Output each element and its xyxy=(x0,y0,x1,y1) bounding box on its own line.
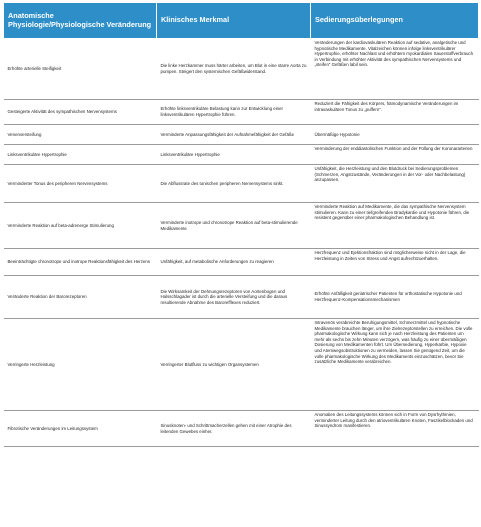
table-row xyxy=(4,203,479,249)
feature-cell: Verminderte inotrope und chronotrope Reaktion auf beta-stimulierende Medikamente xyxy=(157,203,311,249)
feature-cell: Die Abflussrate des tonischen peripheren Nervensystems sinkt. xyxy=(157,165,311,203)
feature-cell: Erhöhte linksventrikuläre Belastung kann zur Entwicklung einer linksventrikulären Hypertrophie führen. xyxy=(157,100,311,125)
change-cell: Verringerte Herzleistung xyxy=(4,319,157,411)
considerations-cell: Verminderte Reaktion auf Medikamente, die das sympathische Nervensystem stimulieren. Kann zu einer tiefgreifenden Bradykardie und Hypotonie führen, die resistent gegenüber einer pharmakologischen Behandlung ist. xyxy=(311,203,479,249)
header-sedation-considerations: Sedierungsüberlegungen xyxy=(311,3,479,39)
feature-cell: Verminderte Anpassungsfähigkeit der Aufnahmefähigkeit der Gefäße xyxy=(157,125,311,145)
considerations-cell: Intravenös verabreichte Beruhigungsmittel, Schmerzmittel und hypnotische Medikamente brauchen länger, um ihre Zielrezeptorstellen zu erreichen. Die volle pharmakologische Wirkung kann sich je nach Herzleistung des Patienten um mehr als sechs bis zehn Minuten verzögern, was häufig zu einer übermäßigen Dosierung von Medikamenten führt. Um Übersedierung, Hyperkarbie, Hypoxie und Atemwegsobstruktionen zu vermeiden, lassen Sie genügend Zeit, um die volle pharmakologische Wirkung des Medikaments einzuschätzen, bevor Sie zusätzliche Medikamente verabreichen. xyxy=(311,319,479,411)
physiology-table xyxy=(3,2,479,447)
considerations-cell: Anomalien des Leitungssystems können sich in Form von Dysrhythmien, verminderter Leitung durch den atrioventrikulären Knoten, Faszikelblockaden und Sinussyndrom manifestieren. xyxy=(311,411,479,447)
table-row xyxy=(4,319,479,411)
change-cell: Veränderte Reaktion der Barorezeptoren xyxy=(4,276,157,319)
considerations-cell: Unfähigkeit, die Herzleistung und den Blutdruck bei Sedierungsproblemen (Schmerzen, Angstzustände, Veränderungen in der Vor- oder Nachbelastung) anzupassen. xyxy=(311,165,479,203)
considerations-cell: Erhöhte Anfälligkeit geriatrischer Patienten für orthostatische Hypotonie und Herzfrequenz-Kompensationsmechanismen xyxy=(311,276,479,319)
header-row xyxy=(4,3,479,39)
change-cell: Erhöhte arterielle Steifigkeit xyxy=(4,39,157,100)
considerations-cell: Reduziert die Fähigkeit des Körpers, hämodynamische Veränderungen im intravaskulären Tonus zu „puffern“. xyxy=(311,100,479,125)
feature-cell: Unfähigkeit, auf metabolische Anforderungen zu reagieren xyxy=(157,249,311,276)
header-clinical-feature: Klinisches Merkmal xyxy=(157,3,311,39)
considerations-cell: Veränderungen der kardiovaskulären Reaktion auf sedative, analgetische und hypnotische Medikamente. Vitalzeichen können infolge linksventrikulärer Hypertrophie, erhöhter Nachlast und erhöhtem myokardialen Sauerstoffverbrauch in Verbindung mit erhöhter Aktivität des sympathischen Nervensystems und „steifen“ Gefäßen labil sein. xyxy=(311,39,479,100)
table-row xyxy=(4,100,479,125)
header-physiological-change: Anatomische Physiologie/Physiologische Veränderung xyxy=(4,3,157,39)
table-body xyxy=(4,39,479,447)
considerations-cell: Übermäßige Hypotonie xyxy=(311,125,479,145)
feature-cell: Verringerter Blutfluss zu wichtigen Organsystemen xyxy=(157,319,311,411)
feature-cell: Linksventrikuläre Hypertrophie xyxy=(157,145,311,165)
feature-cell: Die linke Herzkammer muss härter arbeiten, um Blut in eine starre Aorta zu pumpen. Steigert den systemischen Gefäßwiderstand. xyxy=(157,39,311,100)
considerations-cell: Herzfrequenz und Ejektionsfraktion sind möglicherweise nicht in der Lage, die Herzleistung in Zeiten von Stress und Angst aufrechtzuerhalten. xyxy=(311,249,479,276)
change-cell: Fibrotische Veränderungen im Leitungssystem xyxy=(4,411,157,447)
table-row xyxy=(4,165,479,203)
change-cell: Linksventrikuläre Hypertrophie xyxy=(4,145,157,165)
considerations-cell: Verminderung der enddiastolischen Funktion und der Füllung der Koronararterien xyxy=(311,145,479,165)
table-row xyxy=(4,249,479,276)
change-cell: Gesteigerte Aktivität des sympathischen Nervensystems xyxy=(4,100,157,125)
feature-cell: Sinusknoten- und Schrittmacherzellen gehen mit einer Atrophie des leitenden Gewebes einher. xyxy=(157,411,311,447)
table-row xyxy=(4,276,479,319)
change-cell: Verminderte Reaktion auf beta-adrenerge Stimulierung xyxy=(4,203,157,249)
change-cell: Verminderter Tonus des peripheren Nervensystems xyxy=(4,165,157,203)
table-row xyxy=(4,145,479,165)
feature-cell: Die Wirksamkeit der Dehnungsrezeptoren von Aortenbogen und Halsschlagader ist durch die arterielle Versteifung und die daraus resultierende Abnahme des Barorefflexes reduziert. xyxy=(157,276,311,319)
change-cell: Venenversteifung xyxy=(4,125,157,145)
table-row xyxy=(4,39,479,100)
change-cell: Beeinträchtigte chronotrope und inotrope Reaktionsfähigkeit des Herzens xyxy=(4,249,157,276)
table-row xyxy=(4,125,479,145)
table-row xyxy=(4,411,479,447)
table-header xyxy=(4,3,479,39)
